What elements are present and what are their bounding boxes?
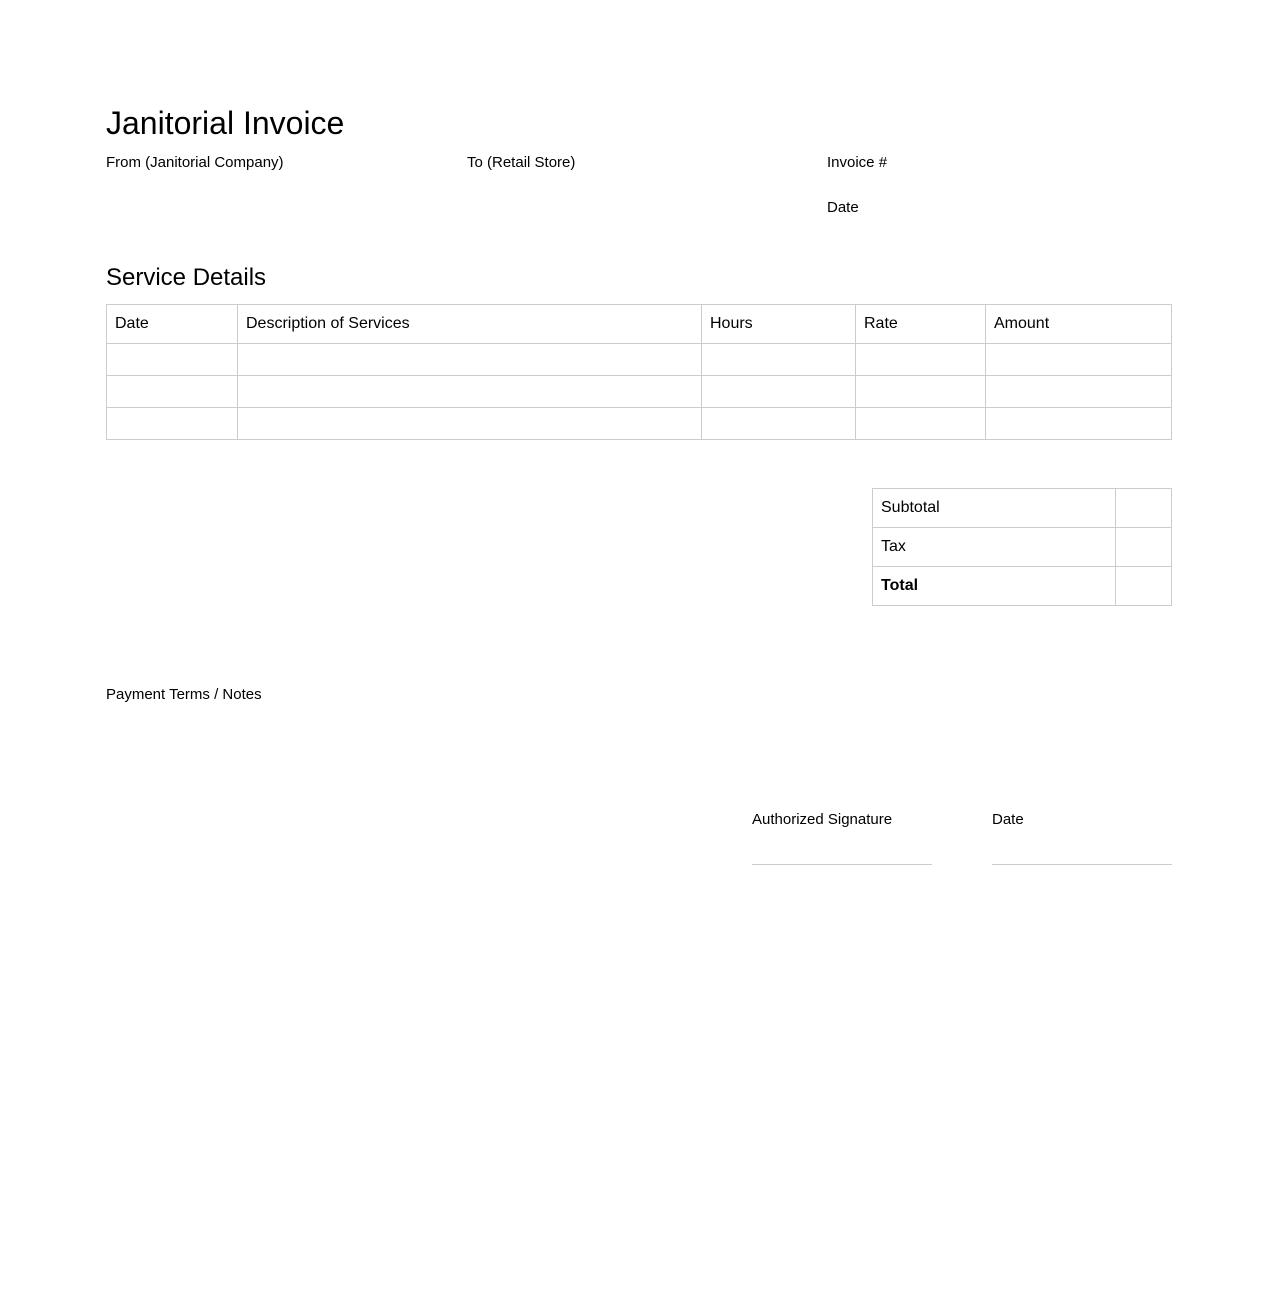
total-row [873,567,1172,606]
service-details-table [106,304,1172,440]
description-cell[interactable] [238,408,702,440]
description-cell[interactable] [238,344,702,376]
amount-cell[interactable] [986,344,1172,376]
signature-label: Authorized Signature [752,811,893,828]
totals-table [872,488,1172,606]
description-cell[interactable] [238,376,702,408]
amount-cell[interactable] [986,408,1172,440]
column-header-date: Date [107,305,238,344]
payment-terms-label: Payment Terms / Notes [106,686,262,703]
rate-cell[interactable] [856,408,986,440]
hours-cell[interactable] [702,376,856,408]
table-row [107,408,1172,440]
total-value[interactable] [1116,567,1172,606]
tax-label: Tax [873,528,1116,567]
table-row [107,376,1172,408]
tax-row [873,528,1172,567]
date-cell[interactable] [107,408,238,440]
column-header-amount: Amount [986,305,1172,344]
invoice-number-label: Invoice # [827,154,888,171]
column-header-description: Description of Services [238,305,702,344]
date-cell[interactable] [107,376,238,408]
column-header-rate: Rate [856,305,986,344]
signature-date-line[interactable] [992,864,1172,865]
subtotal-value[interactable] [1116,489,1172,528]
table-header-row [107,305,1172,344]
column-header-hours: Hours [702,305,856,344]
subtotal-label: Subtotal [873,489,1116,528]
subtotal-row [873,489,1172,528]
to-label: To (Retail Store) [467,154,576,171]
signature-line[interactable] [752,864,932,865]
table-row [107,344,1172,376]
invoice-date-label: Date [827,199,859,216]
from-label: From (Janitorial Company) [106,154,284,171]
hours-cell[interactable] [702,344,856,376]
service-details-heading: Service Details [106,264,267,291]
rate-cell[interactable] [856,344,986,376]
date-cell[interactable] [107,344,238,376]
hours-cell[interactable] [702,408,856,440]
page-title: Janitorial Invoice [106,105,345,141]
signature-date-label: Date [992,811,1024,828]
amount-cell[interactable] [986,376,1172,408]
total-label: Total [873,567,1116,606]
tax-value[interactable] [1116,528,1172,567]
rate-cell[interactable] [856,376,986,408]
